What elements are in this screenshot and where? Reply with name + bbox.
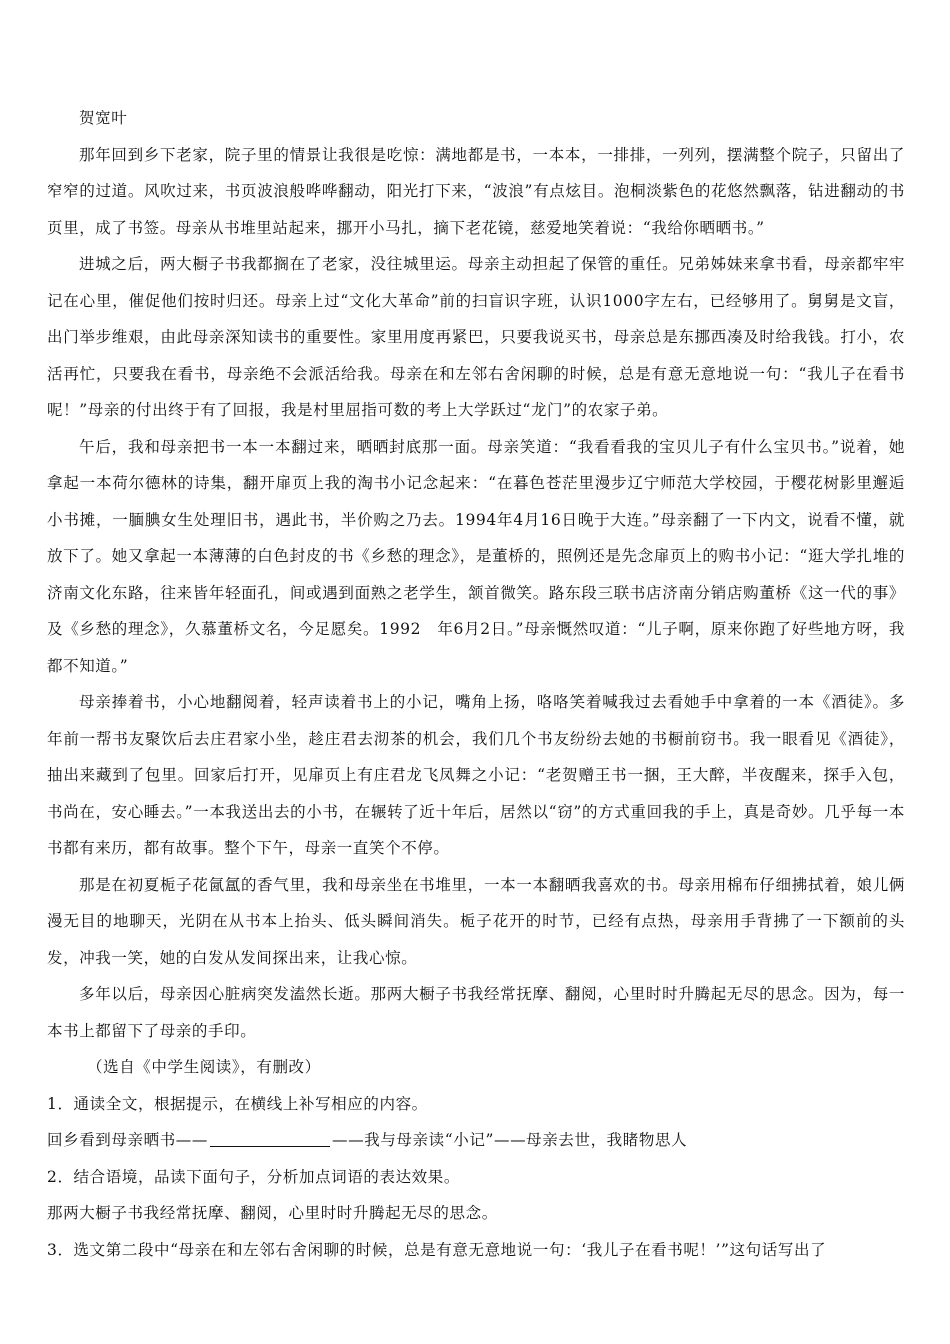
source-note: （选自《中学生阅读》，有删改） [87,1058,321,1076]
fill-line-after: ——我与母亲读“小记”——母亲去世，我睹物思人 [332,1131,688,1149]
paragraph-5: 那是在初夏栀子花氤氲的香气里，我和母亲坐在书堆里，一本一本翻晒我喜欢的书。母亲用棉布仔细拂拭着，娘儿俩漫无目的地聊天，光阴在从书本上抬头、低头瞬间消失。栀子花开的时节，已经有点热，母亲用手背拂了一下额前的头发，冲我一笑，她的白发从发间探出来，让我心惊。 [47,875,905,967]
paragraph-2: 进城之后，两大橱子书我都搁在了老家，没往城里运。母亲主动担起了保管的重任。兄弟姊妹来拿书看，母亲都牢牢记在心里，催促他们按时归还。母亲上过“文化大革命”前的扫盲识字班，认识1000字左右，已经够用了。舅舅是文盲，出门举步维艰，由此母亲深知读书的重要性。家里用度再紧巴，只要我说买书，母亲总是东挪西凑及时给我钱。打小，农活再忙，只要我在看书，母亲绝不会派活给我。母亲在和左邻右舍闲聊的时候，总是有意无意地说一句：“我儿子在看书呢！”母亲的付出终于有了回报，我是村里屈指可数的考上大学跃过“龙门”的农家子弟。 [47,255,905,419]
question-2-sentence: 那两大橱子书我经常抚摩、翻阅，心里时时升腾起无尽的思念。 [47,1204,498,1222]
author-name: 贺宽叶 [79,109,128,127]
question-1-fill-line [47,1122,905,1159]
question-2: 2．结合语境，品读下面句子，分析加点词语的表达效果。 [47,1167,460,1186]
paragraph-6: 多年以后，母亲因心脏病突发溘然长逝。那两大橱子书我经常抚摩、翻阅，心里时时升腾起无尽的思念。因为，每一本书上都留下了母亲的手印。 [47,985,905,1040]
paragraph-1: 那年回到乡下老家，院子里的情景让我很是吃惊：满地都是书，一本本，一排排，一列列，摆满整个院子，只留出了窄窄的过道。风吹过来，书页波浪般哗哗翻动，阳光打下来，“波浪”有点炫目。泡桐淡紫色的花悠然飘落，钻进翻动的书页里，成了书签。母亲从书堆里站起来，挪开小马扎，摘下老花镜，慈爱地笑着说：“我给你晒晒书。” [47,145,905,237]
fill-line-before: 回乡看到母亲晒书—— [47,1131,209,1149]
article-body [47,100,905,1268]
answer-blank[interactable] [210,1128,330,1147]
question-1: 1．通读全文，根据提示，在横线上补写相应的内容。 [47,1094,428,1113]
question-3: 3．选文第二段中“母亲在和左邻右舍闲聊的时候，总是有意无意地说一句：‘我儿子在看书呢！’”这句话写出了 [47,1240,827,1259]
paragraph-3: 午后，我和母亲把书一本一本翻过来，晒晒封底那一面。母亲笑道：“我看看我的宝贝儿子有什么宝贝书。”说着，她拿起一本荷尔德林的诗集，翻开扉页上我的淘书小记念起来：“在暮色苍茫里漫步辽宁师范大学校园，于樱花树影里邂逅小书摊，一腼腆女生处理旧书，遇此书，半价购之乃去。1994年4月16日晚于大连。”母亲翻了一下内文，说看不懂，就放下了。她又拿起一本薄薄的白色封皮的书《乡愁的理念》，是董桥的，照例还是先念扉页上的购书小记：“逛大学扎堆的济南文化东路，往来皆年轻面孔，间或遇到面熟之老学生，颔首微笑。路东段三联书店济南分销店购董桥《这一代的事》及《乡愁的理念》，久慕董桥文名，今足愿矣。1992 年6月2日。”母亲慨然叹道：“儿子啊，原来你跑了好些地方呀，我都不知道。” [47,437,905,675]
paragraph-4: 母亲捧着书，小心地翻阅着，轻声读着书上的小记，嘴角上扬，咯咯笑着喊我过去看她手中拿着的一本《酒徒》。多年前一帮书友聚饮后去庄君家小坐，趁庄君去沏茶的机会，我们几个书友纷纷去她的书橱前窃书。我一眼看见《酒徒》，抽出来藏到了包里。回家后打开，见扉页上有庄君龙飞凤舞之小记：“老贺赠王书一捆，王大醉，半夜醒来，探手入包，书尚在，安心睡去。”一本我送出去的小书，在辗转了近十年后，居然以“窃”的方式重回我的手上，真是奇妙。几乎每一本书都有来历，都有故事。整个下午，母亲一直笑个不停。 [47,693,905,857]
